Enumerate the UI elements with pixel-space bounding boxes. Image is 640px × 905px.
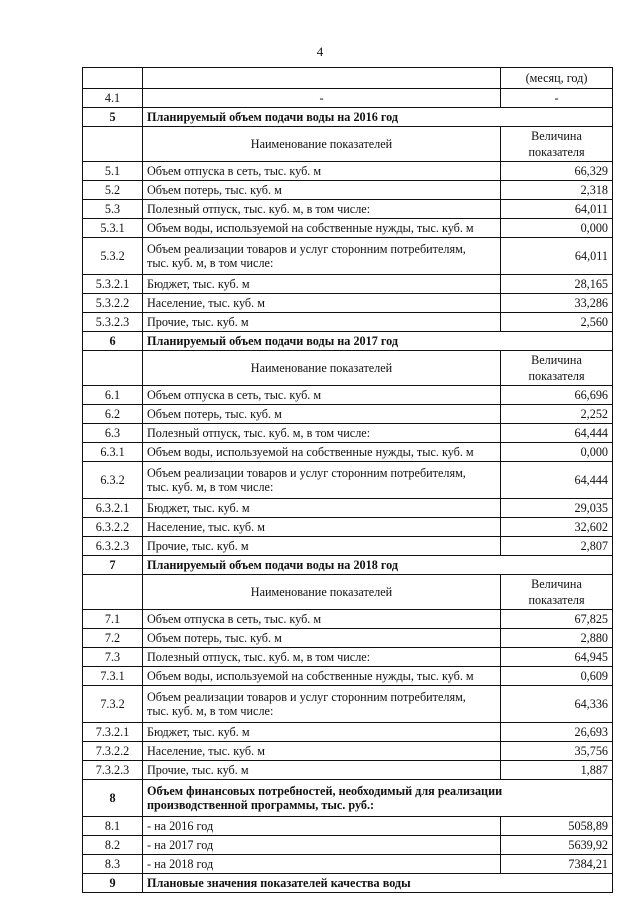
header-value-line: показателя bbox=[528, 145, 585, 159]
header-value bbox=[501, 127, 613, 162]
row-name: Прочие, тыс. куб. м bbox=[143, 761, 501, 780]
section-title-row bbox=[83, 556, 613, 575]
table-row bbox=[83, 686, 613, 723]
table-row bbox=[83, 462, 613, 499]
row-value: 29,035 bbox=[501, 499, 613, 518]
table-cell-empty bbox=[83, 351, 143, 386]
row-name: Бюджет, тыс. куб. м bbox=[143, 723, 501, 742]
table-row bbox=[83, 855, 613, 874]
header-value-line: Величина bbox=[531, 577, 582, 591]
row-value: 2,807 bbox=[501, 537, 613, 556]
row-value: 0,609 bbox=[501, 667, 613, 686]
header-value-line: Величина bbox=[531, 129, 582, 143]
row-number: 6.3.2 bbox=[83, 462, 143, 499]
row-number: 5.3.2.3 bbox=[83, 313, 143, 332]
row-name: Население, тыс. куб. м bbox=[143, 294, 501, 313]
table-row bbox=[83, 742, 613, 761]
table-cell-empty bbox=[143, 68, 501, 89]
row-name: Население, тыс. куб. м bbox=[143, 742, 501, 761]
row-name-line: тыс. куб. м, в том числе: bbox=[147, 480, 274, 494]
row-name: - на 2018 год bbox=[143, 855, 501, 874]
table-row bbox=[83, 648, 613, 667]
section-number: 8 bbox=[83, 780, 143, 817]
column-header-row bbox=[83, 127, 613, 162]
section-title-row bbox=[83, 108, 613, 127]
row-number: 7.3.2.2 bbox=[83, 742, 143, 761]
section-title: Планируемый объем подачи воды на 2018 год bbox=[143, 556, 613, 575]
table-row bbox=[83, 68, 613, 89]
row-name bbox=[143, 238, 501, 275]
table-row bbox=[83, 499, 613, 518]
table-row bbox=[83, 836, 613, 855]
row-number: 5.3.2.1 bbox=[83, 275, 143, 294]
section-title-row bbox=[83, 332, 613, 351]
table-row bbox=[83, 629, 613, 648]
row-name: Бюджет, тыс. куб. м bbox=[143, 275, 501, 294]
row-value: 1,887 bbox=[501, 761, 613, 780]
table-row bbox=[83, 386, 613, 405]
section-title-line: производственной программы, тыс. руб.: bbox=[147, 798, 375, 812]
row-value: 2,880 bbox=[501, 629, 613, 648]
row-value: 5058,89 bbox=[501, 817, 613, 836]
column-header-row bbox=[83, 575, 613, 610]
row-name: - bbox=[143, 89, 501, 108]
production-program-table bbox=[82, 67, 613, 893]
row-value: 0,000 bbox=[501, 219, 613, 238]
unit-cell: (месяц, год) bbox=[501, 68, 613, 89]
row-value: 2,252 bbox=[501, 405, 613, 424]
table-row bbox=[83, 238, 613, 275]
row-number: 5.2 bbox=[83, 181, 143, 200]
row-number: 5.1 bbox=[83, 162, 143, 181]
section-number: 6 bbox=[83, 332, 143, 351]
table-row bbox=[83, 443, 613, 462]
header-value-line: показателя bbox=[528, 369, 585, 383]
table-cell-empty bbox=[83, 127, 143, 162]
section-title-row bbox=[83, 780, 613, 817]
row-name: Объем потерь, тыс. куб. м bbox=[143, 405, 501, 424]
row-value: 0,000 bbox=[501, 443, 613, 462]
row-number: 7.3.1 bbox=[83, 667, 143, 686]
row-name: Полезный отпуск, тыс. куб. м, в том числе: bbox=[143, 424, 501, 443]
row-name-line: Объем реализации товаров и услуг сторонним потребителям, bbox=[147, 465, 466, 480]
row-name: Объем потерь, тыс. куб. м bbox=[143, 629, 501, 648]
header-value-line: показателя bbox=[528, 593, 585, 607]
row-value: 64,945 bbox=[501, 648, 613, 667]
row-name: Прочие, тыс. куб. м bbox=[143, 313, 501, 332]
row-name: Полезный отпуск, тыс. куб. м, в том числе: bbox=[143, 200, 501, 219]
row-name: Объем отпуска в сеть, тыс. куб. м bbox=[143, 610, 501, 629]
row-number: 8.1 bbox=[83, 817, 143, 836]
row-number: 5.3.1 bbox=[83, 219, 143, 238]
table-row bbox=[83, 313, 613, 332]
row-number: 6.3 bbox=[83, 424, 143, 443]
row-number: 8.3 bbox=[83, 855, 143, 874]
table-row bbox=[83, 537, 613, 556]
row-name: Объем воды, используемой на собственные нужды, тыс. куб. м bbox=[143, 443, 501, 462]
row-value: 64,011 bbox=[501, 200, 613, 219]
table-cell-empty bbox=[83, 68, 143, 89]
row-number: 4.1 bbox=[83, 89, 143, 108]
section-title-row bbox=[83, 874, 613, 893]
section-title: Планируемый объем подачи воды на 2017 год bbox=[143, 332, 613, 351]
row-name-line: Объем реализации товаров и услуг сторонним потребителям, bbox=[147, 689, 466, 704]
row-name-line: тыс. куб. м, в том числе: bbox=[147, 256, 274, 270]
row-number: 5.3.2 bbox=[83, 238, 143, 275]
table-row bbox=[83, 89, 613, 108]
section-title bbox=[143, 780, 613, 817]
column-header-row bbox=[83, 351, 613, 386]
row-number: 7.3.2.3 bbox=[83, 761, 143, 780]
row-number: 6.2 bbox=[83, 405, 143, 424]
row-value: 66,329 bbox=[501, 162, 613, 181]
table-row bbox=[83, 723, 613, 742]
row-value: 33,286 bbox=[501, 294, 613, 313]
row-name-line: Объем реализации товаров и услуг сторонним потребителям, bbox=[147, 241, 466, 256]
row-name: Объем отпуска в сеть, тыс. куб. м bbox=[143, 386, 501, 405]
row-number: 6.3.1 bbox=[83, 443, 143, 462]
row-value: 67,825 bbox=[501, 610, 613, 629]
header-name: Наименование показателей bbox=[143, 127, 501, 162]
table-row bbox=[83, 405, 613, 424]
row-number: 5.3.2.2 bbox=[83, 294, 143, 313]
section-number: 9 bbox=[83, 874, 143, 893]
row-number: 6.3.2.2 bbox=[83, 518, 143, 537]
header-value bbox=[501, 351, 613, 386]
row-value: - bbox=[501, 89, 613, 108]
row-name-line: тыс. куб. м, в том числе: bbox=[147, 704, 274, 718]
row-number: 7.2 bbox=[83, 629, 143, 648]
table-row bbox=[83, 518, 613, 537]
row-value: 2,318 bbox=[501, 181, 613, 200]
row-number: 8.2 bbox=[83, 836, 143, 855]
header-name: Наименование показателей bbox=[143, 351, 501, 386]
row-name: - на 2016 год bbox=[143, 817, 501, 836]
row-name: Бюджет, тыс. куб. м bbox=[143, 499, 501, 518]
row-value: 64,011 bbox=[501, 238, 613, 275]
row-value: 32,602 bbox=[501, 518, 613, 537]
table-row bbox=[83, 610, 613, 629]
section-title: Планируемый объем подачи воды на 2016 год bbox=[143, 108, 613, 127]
table-row bbox=[83, 761, 613, 780]
section-title-line: Объем финансовых потребностей, необходимый для реализации bbox=[147, 783, 503, 798]
row-value: 64,444 bbox=[501, 462, 613, 499]
table-row bbox=[83, 275, 613, 294]
table-row bbox=[83, 294, 613, 313]
row-value: 64,336 bbox=[501, 686, 613, 723]
row-number: 6.3.2.3 bbox=[83, 537, 143, 556]
row-name: Объем воды, используемой на собственные нужды, тыс. куб. м bbox=[143, 667, 501, 686]
table-row bbox=[83, 162, 613, 181]
header-value bbox=[501, 575, 613, 610]
table-row bbox=[83, 181, 613, 200]
row-number: 7.1 bbox=[83, 610, 143, 629]
table-row bbox=[83, 200, 613, 219]
row-number: 7.3.2.1 bbox=[83, 723, 143, 742]
row-value: 2,560 bbox=[501, 313, 613, 332]
row-number: 6.1 bbox=[83, 386, 143, 405]
row-value: 26,693 bbox=[501, 723, 613, 742]
header-value-line: Величина bbox=[531, 353, 582, 367]
section-number: 7 bbox=[83, 556, 143, 575]
row-number: 6.3.2.1 bbox=[83, 499, 143, 518]
row-number: 7.3 bbox=[83, 648, 143, 667]
table-row bbox=[83, 817, 613, 836]
row-value: 35,756 bbox=[501, 742, 613, 761]
row-name: Население, тыс. куб. м bbox=[143, 518, 501, 537]
row-value: 7384,21 bbox=[501, 855, 613, 874]
page-number: 4 bbox=[316, 44, 324, 59]
table-cell-empty bbox=[83, 575, 143, 610]
header-name: Наименование показателей bbox=[143, 575, 501, 610]
row-number: 5.3 bbox=[83, 200, 143, 219]
row-name bbox=[143, 462, 501, 499]
row-value: 28,165 bbox=[501, 275, 613, 294]
row-number: 7.3.2 bbox=[83, 686, 143, 723]
row-value: 5639,92 bbox=[501, 836, 613, 855]
table-row bbox=[83, 219, 613, 238]
row-name: Объем воды, используемой на собственные нужды, тыс. куб. м bbox=[143, 219, 501, 238]
section-number: 5 bbox=[83, 108, 143, 127]
row-name: Прочие, тыс. куб. м bbox=[143, 537, 501, 556]
row-name: Полезный отпуск, тыс. куб. м, в том числе: bbox=[143, 648, 501, 667]
row-name: Объем потерь, тыс. куб. м bbox=[143, 181, 501, 200]
row-name: - на 2017 год bbox=[143, 836, 501, 855]
row-value: 66,696 bbox=[501, 386, 613, 405]
section-title: Плановые значения показателей качества воды bbox=[143, 874, 613, 893]
table-row bbox=[83, 424, 613, 443]
row-value: 64,444 bbox=[501, 424, 613, 443]
row-name bbox=[143, 686, 501, 723]
row-name: Объем отпуска в сеть, тыс. куб. м bbox=[143, 162, 501, 181]
table-row bbox=[83, 667, 613, 686]
